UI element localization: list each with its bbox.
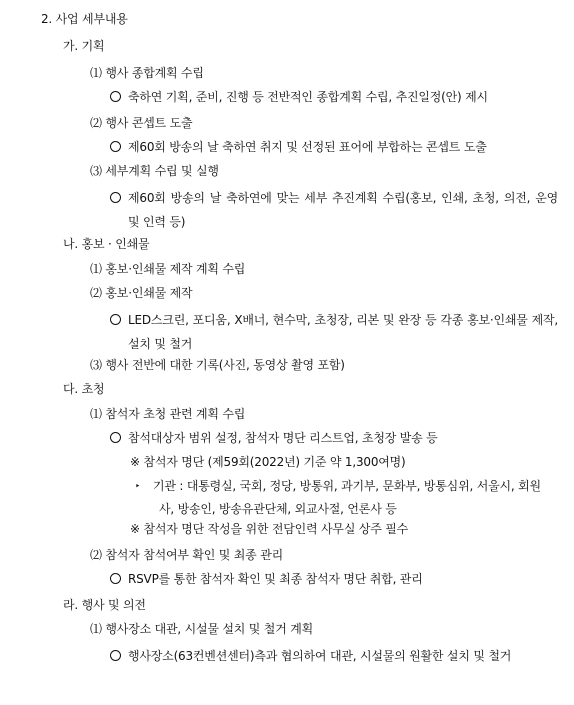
circle-bullet-icon [110, 650, 121, 661]
circle-bullet-icon [110, 91, 121, 102]
bullet-text: LED스크린, 포디움, X배너, 현수막, 초청장, 리본 및 완장 등 각종 홍보·인쇄물 제작, 설치 및 철거 [128, 313, 558, 351]
bullet-text: 제60회 방송의 날 축하연 취지 및 선정된 표어에 부합하는 콘셉트 도출 [128, 140, 487, 154]
bullet-text: 행사장소(63컨벤션센터)측과 협의하여 대관, 시설물의 원활한 설치 및 철거 [128, 649, 512, 663]
part-title-invitation: 다. 초청 [63, 382, 105, 396]
bullet-item [110, 186, 558, 234]
item-title: ⑶ 세부계획 수립 및 실행 [90, 164, 219, 178]
part-title-promotion: 나. 홍보 · 인쇄물 [63, 237, 150, 251]
part-title-planning: 가. 기획 [63, 39, 105, 53]
item-title: ⑵ 참석자 참석여부 확인 및 최종 관리 [90, 548, 283, 562]
bullet-item [110, 88, 488, 106]
section-heading: 2. 사업 세부내용 [41, 12, 128, 26]
detail-text: 기관 : 대통령실, 국회, 정당, 방통위, 과기부, 문화부, 방통심위, 서울시, 회원사, 방송인, 방송유관단체, 외교사절, 언론사 등 [153, 479, 541, 516]
bullet-item [110, 570, 423, 588]
detail-item: ‣ 기관 : 대통령실, 국회, 정당, 방통위, 과기부, 문화부, 방통심위, 서울시, 회원사, 방송인, 방송유관단체, 외교사절, 언론사 등 [135, 479, 541, 516]
circle-bullet-icon [110, 573, 121, 584]
bullet-text: 축하연 기획, 준비, 진행 등 전반적인 종합계획 수립, 추진일정(안) 제시 [128, 90, 488, 104]
bullet-item [110, 138, 487, 156]
bullet-text: 제60회 방송의 날 축하연에 맞는 세부 추진계획 수립(홍보, 인쇄, 초청, 의전, 운영 및 인력 등) [128, 191, 558, 229]
item-title: ⑴ 참석자 초청 관련 계획 수립 [90, 407, 246, 421]
circle-bullet-icon [110, 192, 121, 203]
item-title: ⑴ 행사 종합계획 수립 [90, 66, 204, 80]
item-title: ⑴ 행사장소 대관, 시설물 설치 및 철거 계획 [90, 622, 313, 636]
part-title-event: 라. 행사 및 의전 [63, 598, 146, 612]
bullet-item [110, 308, 558, 356]
note: ※ 참석자 명단 작성을 위한 전담인력 사무실 상주 필수 [130, 522, 409, 536]
circle-bullet-icon [110, 141, 121, 152]
note: ※ 참석자 명단 (제59회(2022년) 기준 약 1,300여명) [130, 455, 406, 469]
item-title: ⑴ 홍보·인쇄물 제작 계획 수립 [90, 262, 246, 276]
bullet-item [110, 644, 558, 668]
bullet-text: RSVP를 통한 참석자 확인 및 최종 참석자 명단 취합, 관리 [128, 572, 423, 586]
circle-bullet-icon [110, 314, 121, 325]
item-title: ⑵ 홍보·인쇄물 제작 [90, 286, 193, 300]
bullet-item [110, 429, 438, 447]
item-title: ⑵ 행사 콘셉트 도출 [90, 116, 193, 130]
circle-bullet-icon [110, 432, 121, 443]
bullet-text: 참석대상자 범위 설정, 참석자 명단 리스트업, 초청장 발송 등 [128, 431, 438, 445]
item-title: ⑶ 행사 전반에 대한 기록(사진, 동영상 촬영 포함) [90, 358, 345, 372]
